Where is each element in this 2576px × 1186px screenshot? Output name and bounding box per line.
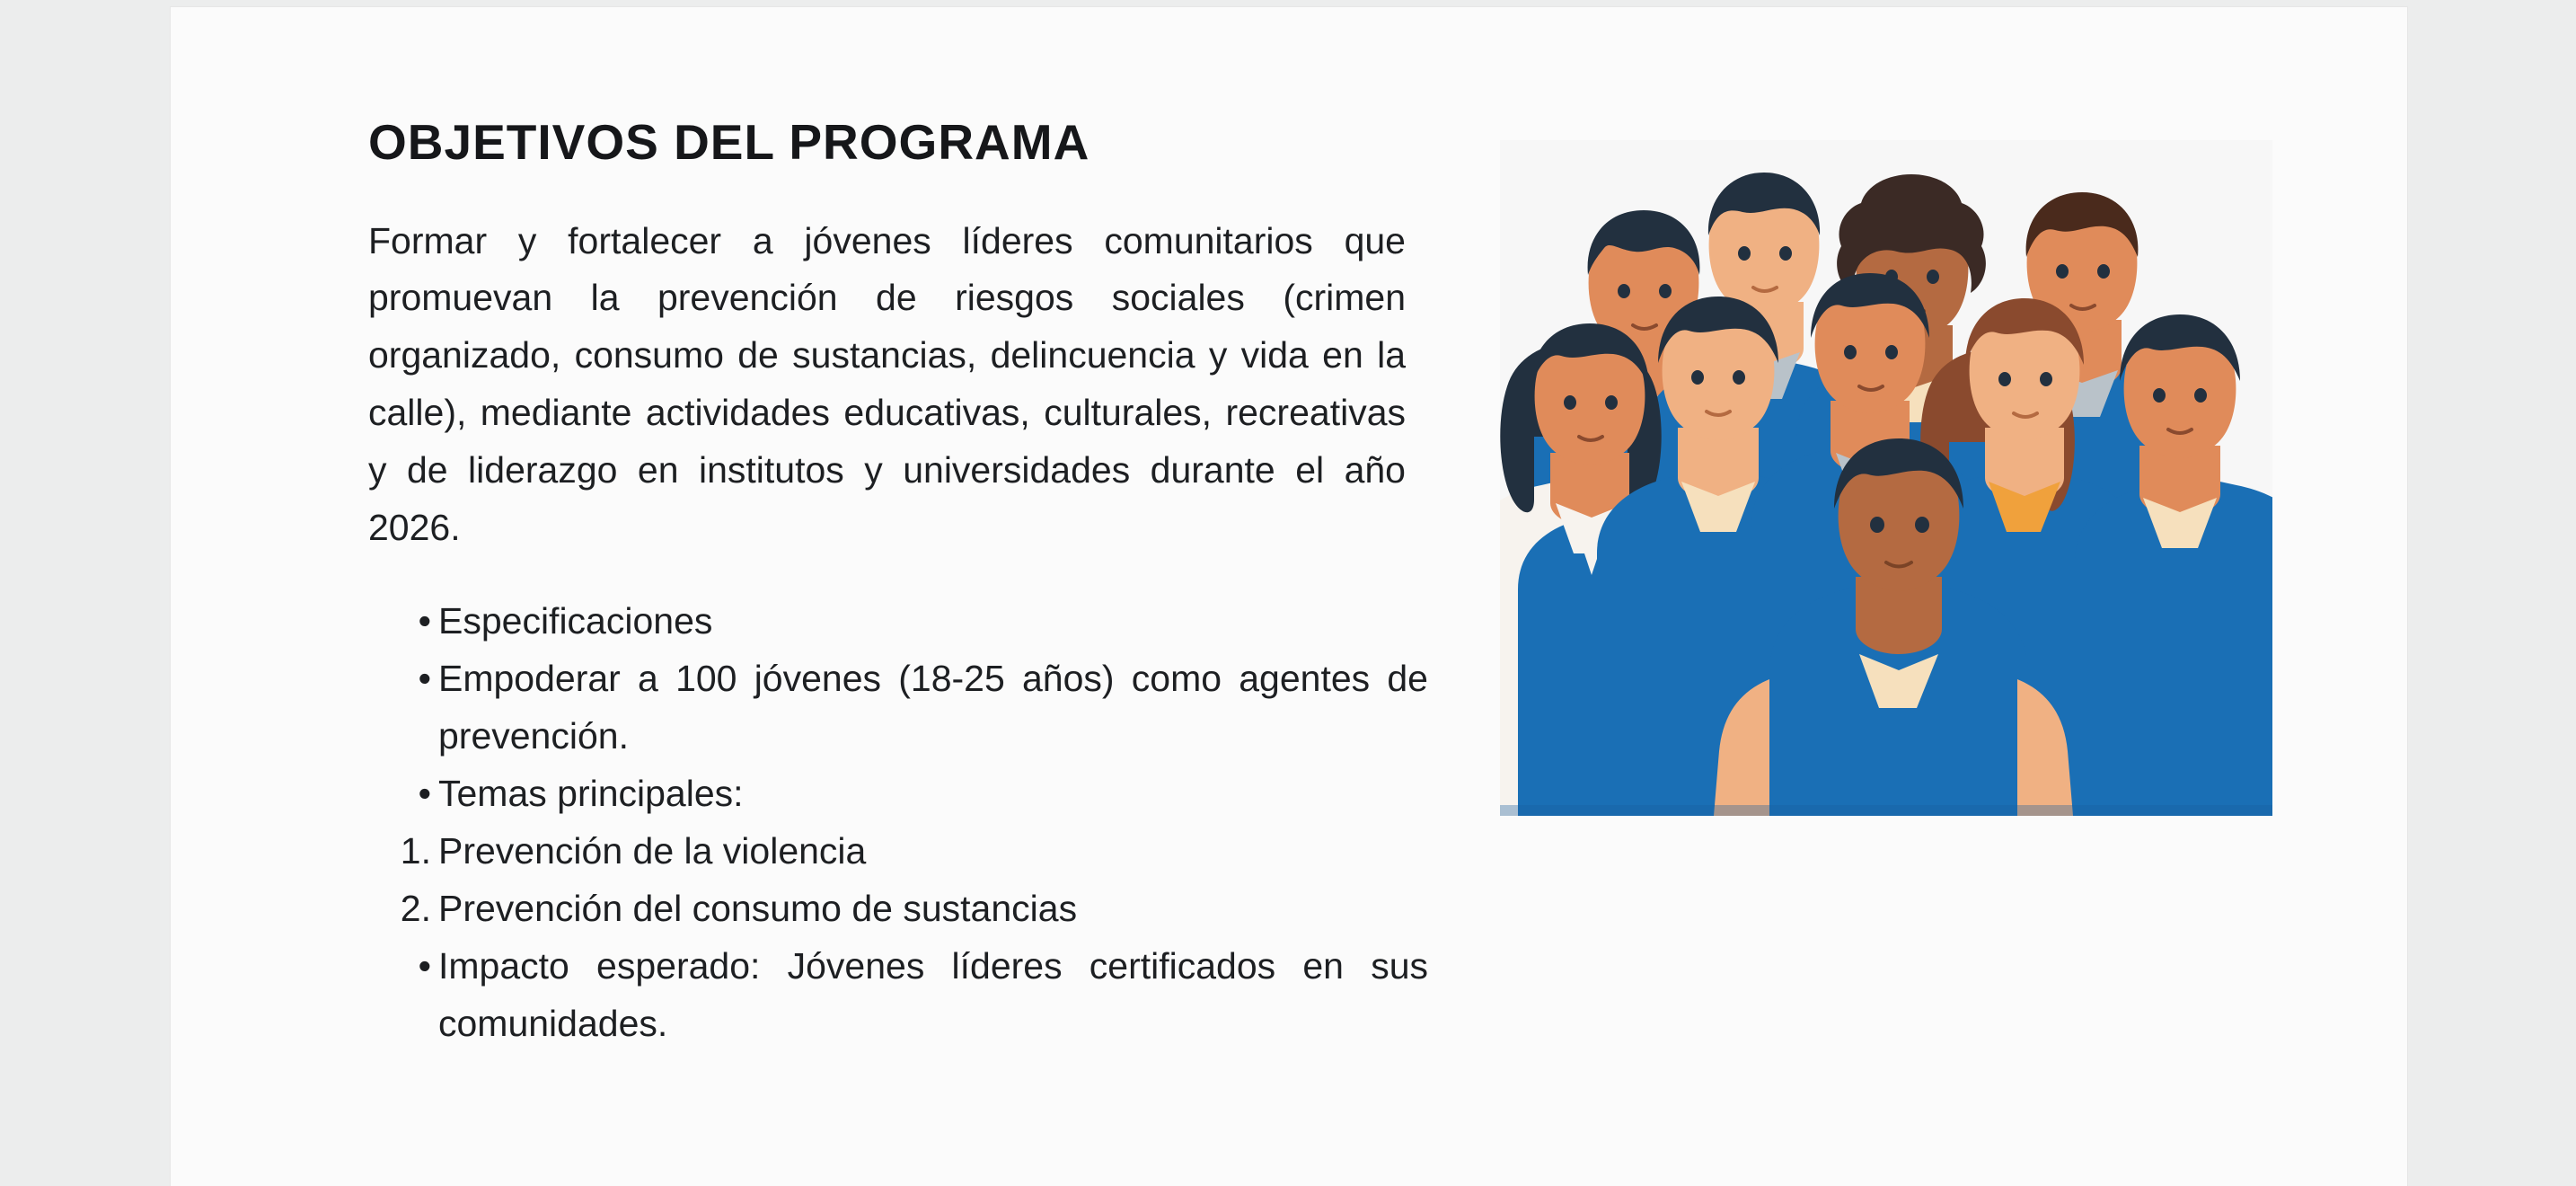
list-item — [368, 651, 1428, 766]
list-marker: • — [418, 944, 431, 987]
list-item — [368, 938, 1428, 1053]
list-item-label: Temas principales: — [438, 773, 744, 815]
group-of-young-people-illustration — [1500, 140, 2272, 816]
list-item — [368, 766, 1428, 823]
list-item-label: Prevención de la violencia — [438, 830, 867, 872]
list-marker: 1. — [400, 830, 431, 872]
list-item-label: Empoderar a 100 jóvenes (18-25 años) como agentes de prevención. — [438, 658, 1428, 757]
list-marker: 2. — [400, 887, 431, 929]
list-marker: • — [418, 658, 431, 700]
illustration-svg — [1500, 140, 2272, 816]
list-item — [368, 823, 1428, 881]
slide-content — [368, 115, 1428, 1053]
objective-paragraph: Formar y fortalecer a jóvenes líderes comunitarios que promuevan la prevención de riesgos sociales (crimen organizado, consumo de sustancias, delincuencia y vida en la calle), mediante actividades educativas, culturales, recreativas y de liderazgo en institutos y universidades durante el año 2026. — [368, 219, 1406, 549]
list-marker: • — [418, 773, 431, 815]
slide — [171, 7, 2407, 1186]
page-title: OBJETIVOS DEL PROGRAMA — [368, 114, 1090, 170]
objective-list — [368, 593, 1428, 1053]
list-item — [368, 881, 1428, 938]
list-marker: • — [418, 600, 431, 642]
list-item-label: Impacto esperado: Jóvenes líderes certificados en sus comunidades. — [438, 944, 1428, 1044]
list-item-label: Prevención del consumo de sustancias — [438, 887, 1078, 929]
list-item-label: Especificaciones — [438, 600, 713, 642]
list-item — [368, 593, 1428, 651]
person-front-2 — [1608, 606, 1856, 816]
